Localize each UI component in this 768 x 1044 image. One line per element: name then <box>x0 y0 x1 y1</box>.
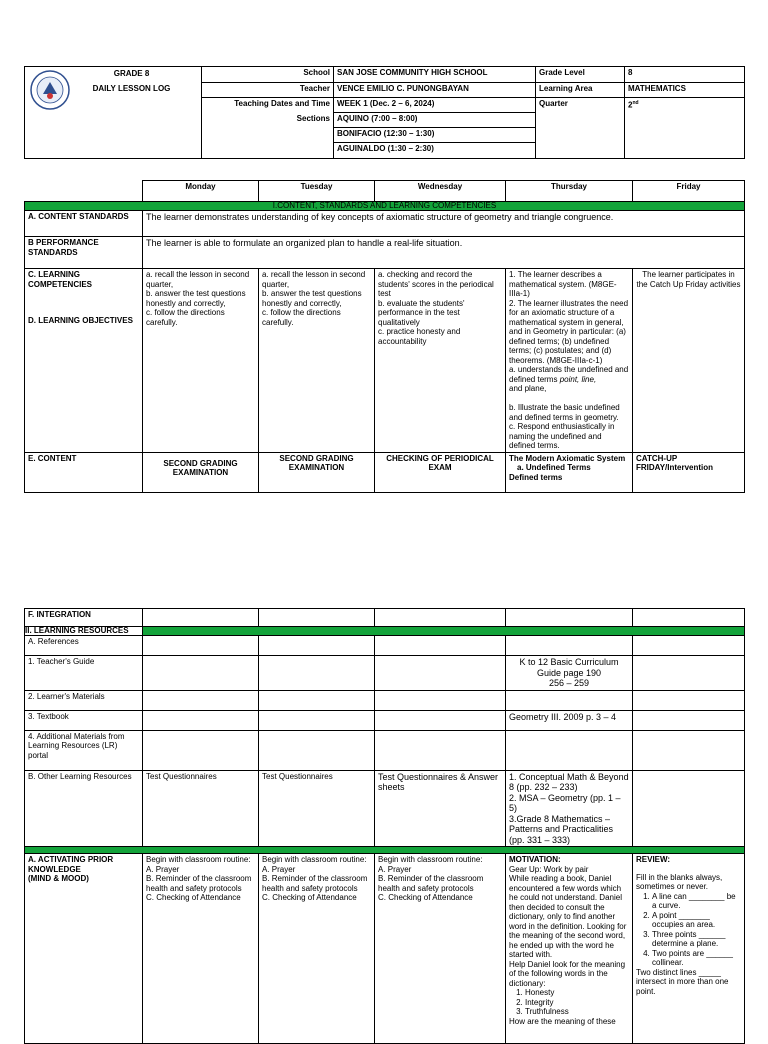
school-value: SAN JOSE COMMUNITY HIGH SCHOOL <box>334 67 536 83</box>
content-friday: CATCH-UP FRIDAY/Intervention <box>633 452 745 492</box>
other-resources-monday: Test Questionnaires <box>143 770 259 847</box>
content-monday: SECOND GRADING EXAMINATION <box>143 452 259 492</box>
teachers-guide-label: 1. Teacher's Guide <box>25 656 143 691</box>
routine-tuesday: Begin with classroom routine: A. Prayer B. Reminder of the classroom health and safety protocols C. Checking of Attendance <box>259 854 375 1044</box>
grade-level-value: 8 <box>625 67 745 83</box>
log-title: DAILY LESSON LOG <box>92 83 171 93</box>
activating-label: A. ACTIVATING PRIOR KNOWLEDGE (MIND & MOOD) <box>25 854 143 1044</box>
section-title-content: I.CONTENT, STANDARDS AND LEARNING COMPETENCIES <box>25 202 745 211</box>
resources-title: II. LEARNING RESOURCES <box>25 627 143 636</box>
standards-table <box>24 180 745 493</box>
other-resources-tuesday: Test Questionnaires <box>259 770 375 847</box>
school-label: School <box>202 67 334 83</box>
teacher-label: Teacher <box>202 83 334 98</box>
dates-label: Teaching Dates and Time <box>202 98 334 113</box>
objectives-monday: a. recall the lesson in second quarter, b. answer the test questions honestly and correctly, c. follow the directions carefully. <box>143 269 259 453</box>
content-thursday: The Modern Axiomatic System a. Undefined Terms Defined terms <box>506 452 633 492</box>
textbook-thursday: Geometry III. 2009 p. 3 – 4 <box>506 710 633 730</box>
content-tuesday: SECOND GRADING EXAMINATION <box>259 452 375 492</box>
objectives-tuesday: a. recall the lesson in second quarter, b. answer the test questions honestly and correctly, c. follow the directions carefully. <box>259 269 375 453</box>
textbook-label: 3. Textbook <box>25 710 143 730</box>
motivation-thursday: MOTIVATION: Gear Up: Work by pair While reading a book, Daniel encountered a few words which he could not understand. Daniel then decided to consult the dictionary, only to find another word in the definition. Looking for the meaning of the second word, he ended up with the word he started with. Help Daniel look for the meaning of the following words in the dictionary: 1. Honesty 2. Integrity 3. Truthfulness How are the meaning of these <box>506 854 633 1044</box>
section-3: AGUINALDO (1:30 – 2:30) <box>334 143 536 159</box>
learning-area-value: MATHEMATICS <box>625 83 745 98</box>
references-label: A. References <box>25 636 143 656</box>
objectives-label: D. LEARNING OBJECTIVES <box>28 316 133 325</box>
additional-materials-label: 4. Additional Materials from Learning Resources (LR) portal <box>25 730 143 770</box>
dates-value: WEEK 1 (Dec. 2 – 6, 2024) <box>334 98 536 113</box>
objectives-wednesday: a. checking and record the students' scores in the periodical test b. evaluate the students' performance in the test qualitatively c. practice honesty and accountability <box>375 269 506 453</box>
day-header-wednesday: Wednesday <box>375 181 506 202</box>
resources-table <box>24 608 745 1044</box>
teachers-guide-thursday: K to 12 Basic Curriculum Guide page 190 256 – 259 <box>506 656 633 691</box>
performance-standards-text: The learner is able to formulate an organized plan to handle a real-life situation. <box>143 237 745 269</box>
competencies-label: C. LEARNING COMPETENCIES <box>28 270 93 289</box>
other-resources-label: B. Other Learning Resources <box>25 770 143 847</box>
teacher-value: VENCE EMILIO C. PUNONGBAYAN <box>334 83 536 98</box>
content-standards-text: The learner demonstrates understanding of key concepts of axiomatic structure of geometry and triangle congruence. <box>143 211 745 237</box>
day-header-tuesday: Tuesday <box>259 181 375 202</box>
sections-label: Sections <box>202 113 334 159</box>
day-header-friday: Friday <box>633 181 745 202</box>
quarter-label: Quarter <box>536 98 625 159</box>
day-header-thursday: Thursday <box>506 181 633 202</box>
header-table <box>24 66 745 159</box>
objectives-friday: The learner participates in the Catch Up Friday activities <box>633 269 745 453</box>
quarter-value: 2nd <box>625 98 745 159</box>
integration-label: F. INTEGRATION <box>25 609 143 627</box>
grade-label: GRADE 8 <box>113 69 150 78</box>
day-header-monday: Monday <box>143 181 259 202</box>
grade-level-label: Grade Level <box>536 67 625 83</box>
content-wednesday: CHECKING OF PERIODICAL EXAM <box>375 452 506 492</box>
other-resources-thursday: 1. Conceptual Math & Beyond 8 (pp. 232 – 233) 2. MSA – Geometry (pp. 1 – 5) 3.Grade 8 Mathematics – Patterns and Practicalities (pp. 331 – 333) <box>506 770 633 847</box>
performance-standards-label: B PERFORMANCE STANDARDS <box>25 237 143 269</box>
routine-monday: Begin with classroom routine: A. Prayer B. Reminder of the classroom health and safety protocols C. Checking of Attendance <box>143 854 259 1044</box>
learners-materials-label: 2. Learner's Materials <box>25 690 143 710</box>
review-friday: REVIEW: Fill in the blanks always, sometimes or never. 1. A line can ________ be a curve. 2. A point _______ occupies an area. 3. Three points ______ determine a plane. 4. Two points are ______ collinear. Two distinct lines _____ intersect in more than one point. <box>633 854 745 1044</box>
other-resources-wednesday: Test Questionnaires & Answer sheets <box>375 770 506 847</box>
objectives-thursday: 1. The learner describes a mathematical system. (M8GE-IIIa-1) 2. The learner illustrates the need for an axiomatic structure of a mathematical system in general, and in Geometry in particular: (a) defined terms; (b) undefined terms; (c) postulates; and (d) theorems. (M8GE-IIIa-c-1) a. understands the undefined and defined terms point, line, and plane, b. Illustrate the basic undefined and defined terms in geometry. c. Respond enthusiastically in naming the undefined and defined terms. <box>506 269 633 453</box>
section-2: BONIFACIO (12:30 – 1:30) <box>334 128 536 143</box>
content-standards-label: A. CONTENT STANDARDS <box>25 211 143 237</box>
content-label: E. CONTENT <box>25 452 143 492</box>
section-1: AQUINO (7:00 – 8:00) <box>334 113 536 128</box>
routine-wednesday: Begin with classroom routine: A. Prayer B. Reminder of the classroom health and safety protocols C. Checking of Attendance <box>375 854 506 1044</box>
learning-area-label: Learning Area <box>536 83 625 98</box>
